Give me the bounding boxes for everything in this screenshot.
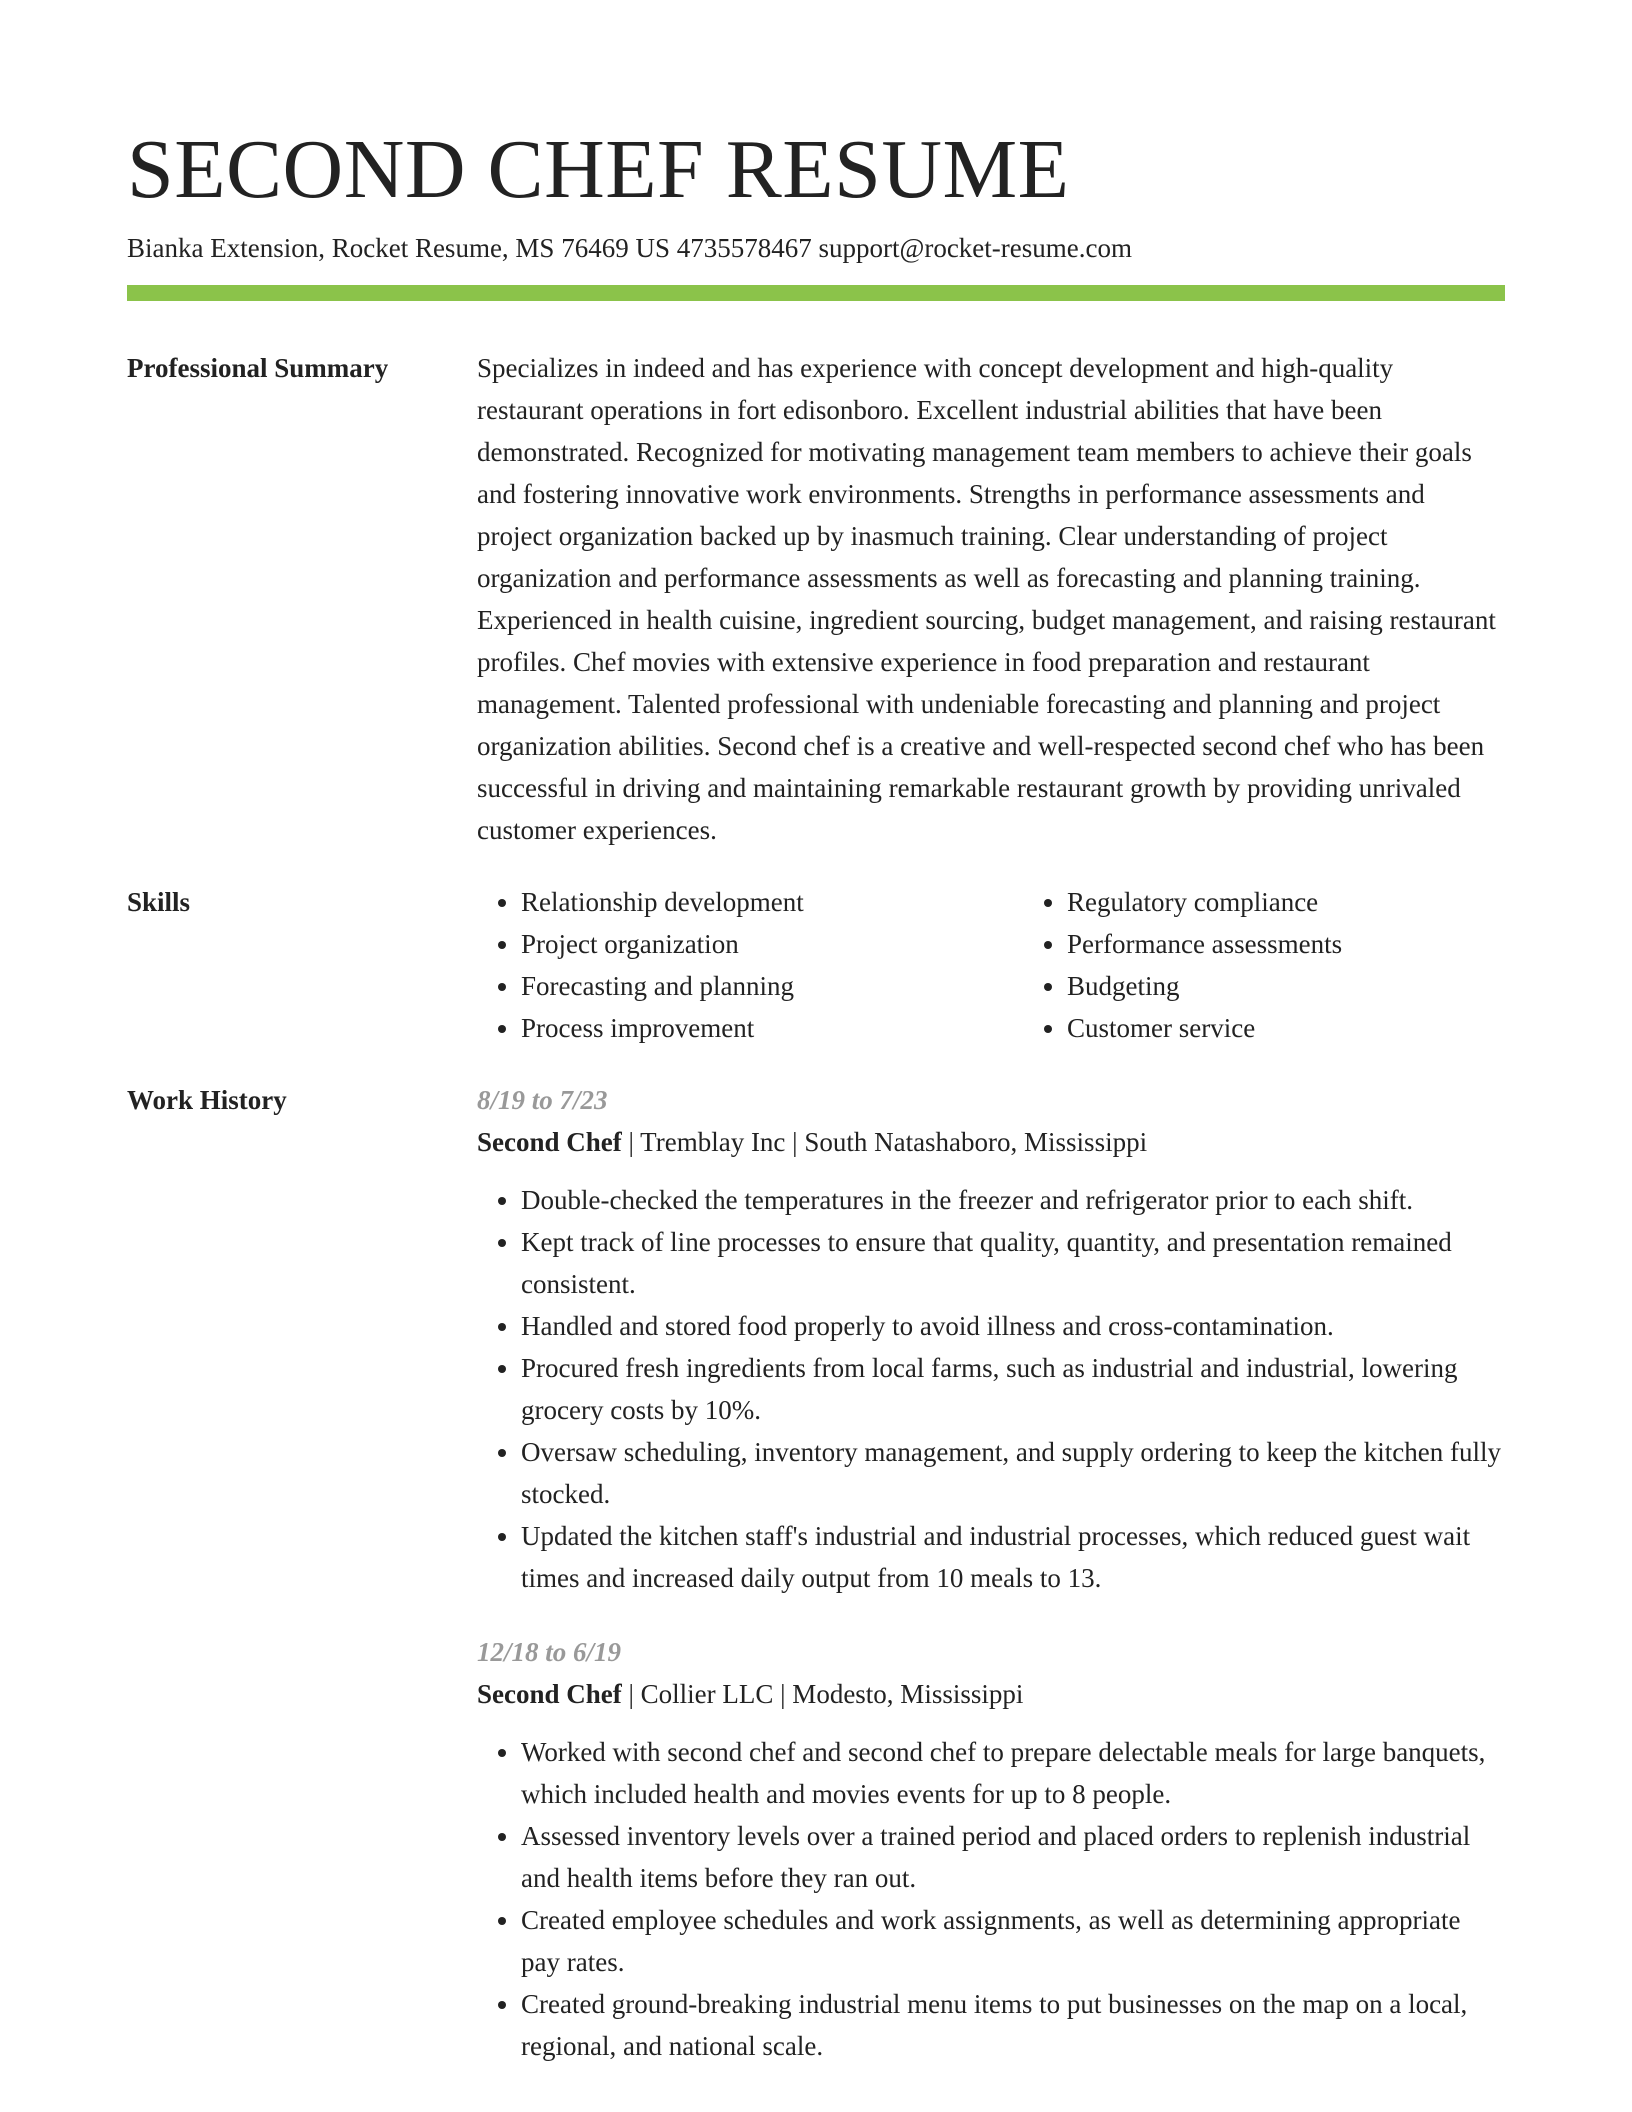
job-bullet: • Updated the kitchen staff's industrial and industrial processes, which reduced guest wait times and increased daily output from 10 meals to 13.	[521, 1515, 1505, 1599]
work-history-body	[477, 1079, 1505, 2067]
job-heading	[477, 1673, 1505, 1715]
section-label-summary: Professional Summary	[127, 353, 389, 383]
job-employer-location: | Tremblay Inc | South Natashaboro, Mississippi	[621, 1127, 1148, 1157]
summary-body	[477, 347, 1505, 851]
skill-item: • Process improvement	[521, 1007, 1023, 1049]
job-bullet: • Assessed inventory levels over a trained period and placed orders to replenish industrial and health items before they ran out.	[521, 1815, 1505, 1899]
skill-item: • Project organization	[521, 923, 1023, 965]
skill-item: • Forecasting and planning	[521, 965, 1023, 1007]
skill-item: • Performance assessments	[1067, 923, 1569, 965]
job-bullet: • Oversaw scheduling, inventory management, and supply ordering to keep the kitchen fully stocked.	[521, 1431, 1505, 1515]
summary-text: Specializes in indeed and has experience with concept development and high-quality restaurant operations in fort edisonboro. Excellent industrial abilities that have been demonstrated. Recognized for motivating management team members to achieve their goals and fostering innovative work environments. Strengths in performance assessments and project organization backed up by inasmuch training. Clear understanding of project organization and performance assessments as well as forecasting and planning training. Experienced in health cuisine, ingredient sourcing, budget management, and raising restaurant profiles. Chef movies with extensive experience in food preparation and restaurant management. Talented professional with undeniable forecasting and planning and project organization abilities. Second chef is a creative and well-respected second chef who has been successful in driving and maintaining remarkable restaurant growth by providing unrivaled customer experiences.	[477, 353, 1496, 845]
contact-line: Bianka Extension, Rocket Resume, MS 76469 US 4735578467 support@rocket-resume.com	[127, 233, 1132, 263]
job-entry	[477, 1079, 1505, 1599]
job-bullet: • Handled and stored food properly to avoid illness and cross-contamination.	[521, 1305, 1505, 1347]
skill-item: • Regulatory compliance	[1067, 881, 1569, 923]
resume-title: SECOND CHEF RESUME	[127, 123, 1070, 216]
skill-item: • Budgeting	[1067, 965, 1569, 1007]
job-bullet: • Created ground-breaking industrial menu items to put businesses on the map on a local, regional, and national scale.	[521, 1983, 1505, 2067]
section-label-skills: Skills	[127, 887, 191, 917]
job-bullet: • Double-checked the temperatures in the freezer and refrigerator prior to each shift.	[521, 1179, 1505, 1221]
skills-list-left	[477, 881, 1023, 1049]
job-dates: 8/19 to 7/23	[477, 1085, 608, 1115]
skill-item: • Relationship development	[521, 881, 1023, 923]
skills-grid	[477, 881, 1569, 1049]
header-divider	[127, 285, 1505, 301]
job-title: Second Chef	[477, 1127, 622, 1157]
job-employer-location: | Collier LLC | Modesto, Mississippi	[621, 1679, 1024, 1709]
skills-list-right	[1023, 881, 1569, 1049]
job-bullet-list	[477, 1731, 1505, 2067]
job-bullet: • Created employee schedules and work assignments, as well as determining appropriate pay rates.	[521, 1899, 1505, 1983]
job-entry	[477, 1631, 1505, 2067]
work-history-section	[127, 1079, 1505, 2067]
job-dates: 12/18 to 6/19	[477, 1637, 622, 1667]
professional-summary-section	[127, 347, 1505, 851]
job-heading	[477, 1121, 1505, 1163]
job-bullet: • Procured fresh ingredients from local farms, such as industrial and industrial, lowering grocery costs by 10%.	[521, 1347, 1505, 1431]
job-title: Second Chef	[477, 1679, 622, 1709]
skill-item: • Customer service	[1067, 1007, 1569, 1049]
job-bullet: • Worked with second chef and second chef to prepare delectable meals for large banquets, which included health and movies events for up to 8 people.	[521, 1731, 1505, 1815]
section-label-work-history: Work History	[127, 1085, 287, 1115]
job-bullet-list	[477, 1179, 1505, 1599]
job-bullet: • Kept track of line processes to ensure that quality, quantity, and presentation remained consistent.	[521, 1221, 1505, 1305]
skills-section	[127, 881, 1505, 1049]
